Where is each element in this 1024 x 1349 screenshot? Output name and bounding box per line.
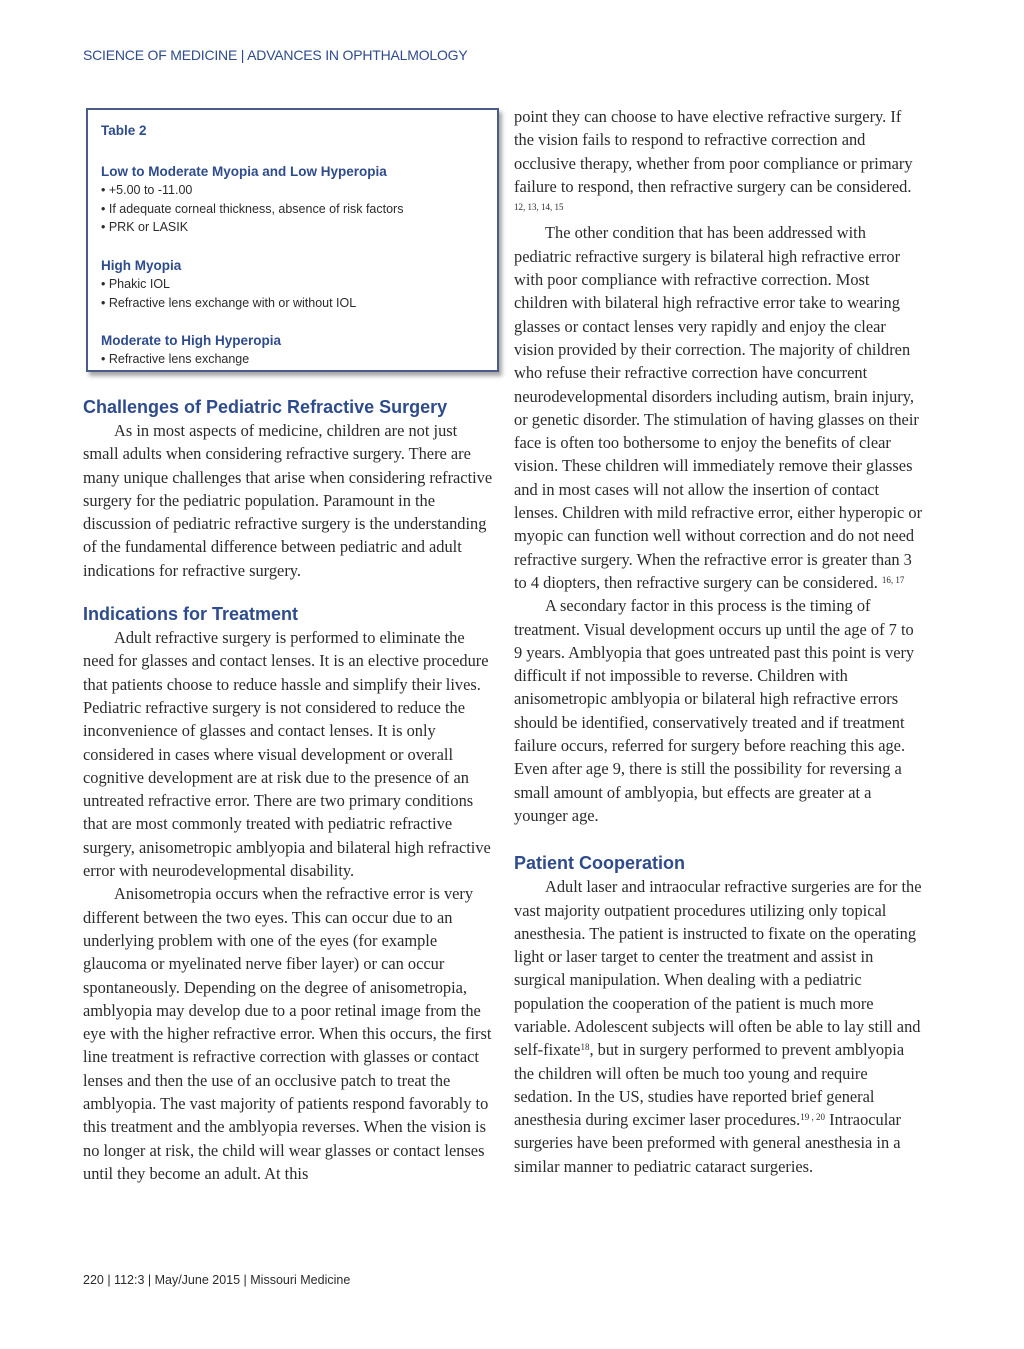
table-section-low-myopia [101,162,403,237]
table-item: • Refractive lens exchange with or without IOL [101,295,357,310]
table-item: • If adequate corneal thickness, absence of risk factors [101,201,404,216]
paragraph: As in most aspects of medicine, children are not just small adults when considering refractive surgery. There are many unique challenges that arise when considering refractive surgery for the pediatric population. Paramount in the discussion of pediatric refractive surgery is the understanding of the fundamental difference between pediatric and adult indications for refractive surgery. [83,421,493,580]
table-section-high-myopia [101,256,356,312]
section-heading-challenges: Challenges of Pediatric Refractive Surgery [83,397,448,417]
citation: 16, 17 [881,574,905,585]
table-section-heading: Moderate to High Hyperopia [101,333,282,348]
table-item: • +5.00 to -11.00 [101,183,193,197]
table-item: • Refractive lens exchange [101,352,250,366]
paragraph: The other condition that has been addressed with pediatric refractive surgery is bilateral high refractive error with poor compliance with refractive correction. Most children with bilateral high refractive error take to wearing glasses or contact lenses very rapidly and enjoy the clear vision provided by their correction. The majority of children who refuse their refractive correction have concurrent neurodevelopmental disorders including autism, brain injury, or genetic disorder. The stimulation of having glasses on their face is often too bothersome to enjoy the benefits of clear vision. These children will immediately remove their glasses and in most cases will not allow the insertion of contact lenses. Children with mild refractive error, either hyperopic or myopic can function well without correction and do not need refractive surgery. When the refractive error is greater than 3 to 4 diopters, then refractive surgery can be considered. $^{16, 17}$ [514,223,923,592]
table-section-hyperopia [101,331,281,369]
citation: 12, 13, 14, 15 [514,202,564,213]
paragraph: Anisometropia occurs when the refractive error is very different between the two eyes. This can occur due to an underlying problem with one of the eyes (for example glaucoma or myelinated nerve fiber layer) or can occur spontaneously. Depending on the degree of anisometropia, amblyopia may develop due to a poor retinal image from the eye with the higher refractive error. When this occurs, the first line treatment is refractive correction with glasses or contact lenses and then the use of an occlusive patch to treat the amblyopia. The vast majority of patients respond favorably to this treatment and the amblyopia reverses. When the vision is no longer at risk, the child will wear glasses or contact lenses until they become an adult. At this [83,884,492,1183]
citation: 18 [580,1042,590,1053]
table-section-heading: Low to Moderate Myopia and Low Hyperopia [101,164,387,179]
table-title: Table 2 [101,123,147,138]
paragraph: A secondary factor in this process is the timing of treatment. Visual development occurs up until the age of 7 to 9 years. Amblyopia that goes untreated past this point is very difficult if not impossible to reverse. Children with anisometropic amblyopia or bilateral high refractive errors should be identified, conservatively treated and if treatment failure occurs, referred for surgery before reaching this age. Even after age 9, there is still the possibility for reversing a small amount of amblyopia, but effects are greater at a younger age. [514,596,915,825]
table-item: • PRK or LASIK [101,220,189,234]
paragraph: point they can choose to have elective refractive surgery. If the vision fails to respond to refractive correction and occlusive therapy, whether from poor compliance or primary failure to respond, then refractive surgery can be considered. $^{12, 13, 14, 15}$ [514,107,913,213]
table-item: • Phakic IOL [101,277,170,291]
page-footer: 220 | 112:3 | May/June 2015 | Missouri Medicine [83,1273,351,1287]
table-2-box [86,108,499,372]
section-heading-cooperation: Patient Cooperation [514,853,686,874]
right-column [514,105,924,1178]
table-section-heading: High Myopia [101,258,182,273]
paragraph: Adult refractive surgery is performed to eliminate the need for glasses and contact lenses. It is an elective procedure that patients choose to reduce hassle and simplify their lives. Pediatric refractive surgery is not considered to reduce the inconvenience of glasses and contact lenses. It is only considered in cases where visual development or overall cognitive development are at risk due to the presence of an untreated refractive error. There are two primary conditions that are most commonly treated with pediatric refractive surgery, anisometropic amblyopia and bilateral high refractive error with neurodevelopmental disability. [83,628,491,881]
running-header: SCIENCE OF MEDICINE | ADVANCES IN OPHTHALMOLOGY [83,47,468,63]
section-heading-indications: Indications for Treatment [83,604,299,625]
citation: 19 , 20 [800,1112,826,1123]
paragraph: Adult laser and intraocular refractive surgeries are for the vast majority outpatient procedures utilizing only topical anesthesia. The patient is instructed to fixate on the operating light or laser target to center the treatment and assist in surgical manipulation. When dealing with a pediatric population the cooperation of the patient is much more variable. Adolescent subjects will often be able to lay still and self-fixate$^{18}$, but in surgery performed to prevent amblyopia the children will often be much too young and require sedation. In the US, studies have reported brief general anesthesia during excimer laser procedures.$^{19 , 20}$ Intraocular surgeries have been preformed with general anesthesia in a similar manner to pediatric cataract surgeries. [514,877,922,1176]
left-column [83,395,493,1185]
